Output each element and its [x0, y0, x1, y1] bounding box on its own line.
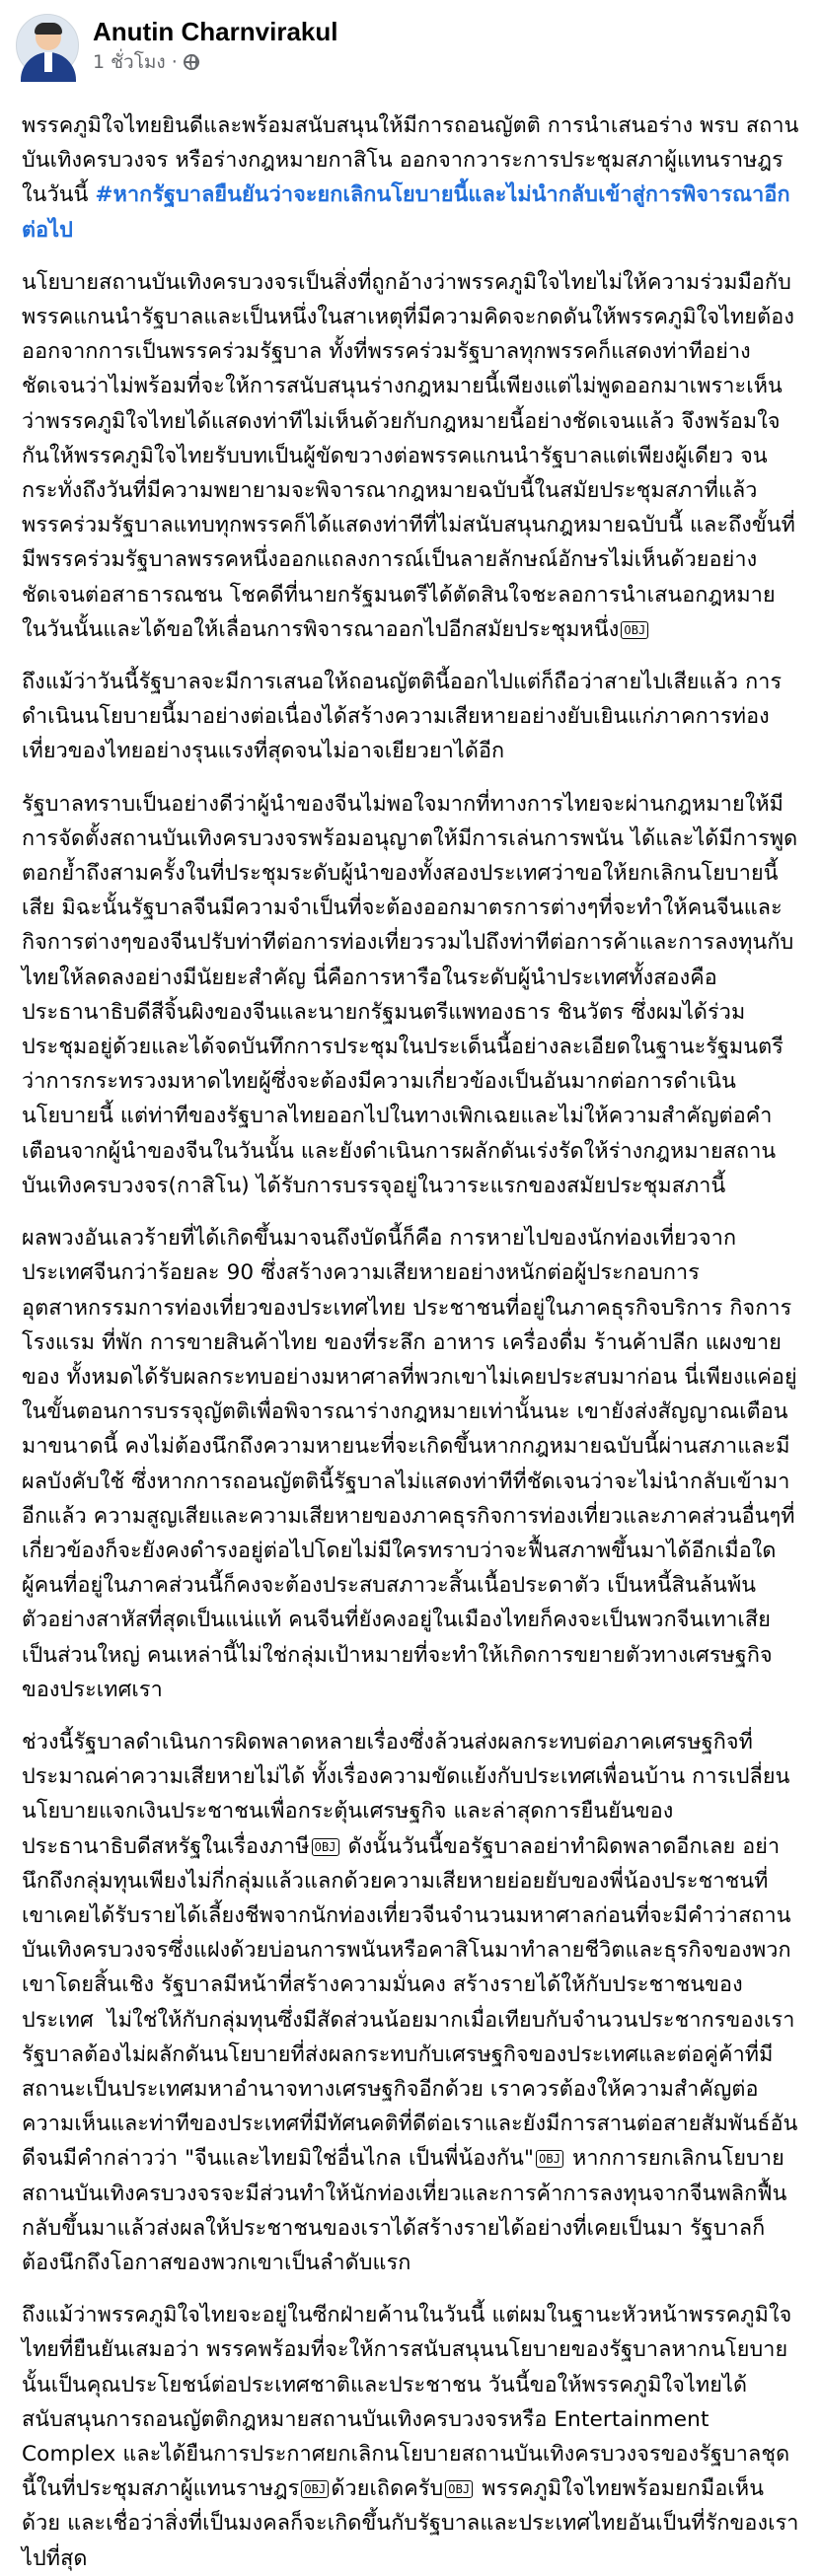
paragraph-text: ถึงแม้ว่าพรรคภูมิใจไทยจะอยู่ในซีกฝ่ายค้านในวันนี้ แต่ผมในฐานะหัวหน้าพรรคภูมิใจไทยที่ยืนยันเสมอว่า พรรคพร้อมที่จะให้การสนับสนุนนโยบายของรัฐบาลหากนโยบายนั้นเป็นคุณประโยชน์ต่อประเทศชาติและประชาชน วันนี้ขอให้พรรคภูมิใจไทยได้สนับสนุนการถอนญัตติกฎหมายสถานบันเทิงครบวงจรหรือ Entertainment Complex และได้ยืนการประกาศยกเลิกนโยบายสถานบันเทิงครบวงจรของรัฐบาลชุดนี้ในที่ประชุมสภาผู้แทนราษฎร — [22, 2303, 792, 2502]
post-time[interactable]: 1 ชั่วโมง — [93, 51, 166, 73]
avatar[interactable] — [16, 14, 79, 77]
avatar-hair — [35, 23, 62, 35]
obj-replacement-icon: OBJ — [445, 2480, 473, 2498]
paragraph-text: นโยบายสถานบันเทิงครบวงจรเป็นสิ่งที่ถูกอ้างว่าพรรคภูมิใจไทยไม่ให้ความร่วมมือกับพรรคแกนนำรัฐบาลและเป็นหนึ่งในสาเหตุที่มีความคิดจะกดดันให้พรรคภูมิใจไทยต้องออกจากการเป็นพรรคร่วมรัฐบาล ทั้งที่พรรคร่วมรัฐบาลทุกพรรคก็แสดงท่าทีอย่างชัดเจนว่าไม่พร้อมที่จะให้การสนับสนุนร่างกฎหมายนี้เพียงแต่ไม่พูดออกมาเพราะเห็นว่าพรรคภูมิใจไทยได้แสดงท่าทีไม่เห็นด้วยกับกฎหมายนี้อย่างชัดเจนแล้ว จึงพร้อมใจกันให้พรรคภูมิใจไทยรับบทเป็นผู้ขัดขวางต่อพรรคแกนนำรัฐบาลแต่เพียงผู้เดียว จนกระทั่งถึงวันที่มีความพยายามจะพิจารณากฎหมายฉบับนี้ในสมัยประชุมสภาที่แล้ว พรรคร่วมรัฐบาลแทบทุกพรรคก็ได้แสดงท่าทีที่ไม่สนับสนุนกฎหมายฉบับนี้ และถึงขั้นที่มีพรรคร่วมรัฐบาลพรรคหนึ่งออกแถลงการณ์เป็นลายลักษณ์อักษรไม่เห็นด้วยอย่างชัดเจนต่อสาธารณชน โชคดีที่นายกรัฐมนตรีได้ตัดสินใจชะลอการนำเสนอกฎหมายในวันนั้นและได้ขอให้เลื่อนการพิจารณาออกไปอีกสมัยประชุมหนึ่ง — [22, 269, 795, 642]
paragraph-text: ถึงแม้ว่าวันนี้รัฐบาลจะมีการเสนอให้ถอนญัตตินี้ออกไปแต่ก็ถือว่าสายไปเสียแล้ว การดำเนินนโยบายนี้มาอย่างต่อเนื่องได้สร้างความเสียหายอย่างยับเยินแก่ภาคการท่องเที่ยวของไทยอย่างรุนแรงที่สุดจนไม่อาจเยียวยาได้อีก — [22, 670, 783, 764]
paragraph-7 — [22, 2298, 799, 2576]
paragraph-text-cont-2: หากการยกเลิกนโยบายสถานบันเทิงครบวงจรจะมีส่วนทำให้นักท่องเที่ยวและการค้าการลงทุนจากจีนพลิกฟื้นกลับขึ้นมาแล้วส่งผลให้ประชาชนของเราได้สร้างรายได้อย่างที่เคยเป็นมา รัฐบาลก็ต้องนึกถึงโอกาสของพวกเขาเป็นลำดับแรก — [22, 2146, 787, 2275]
paragraph-text: รัฐบาลทราบเป็นอย่างดีว่าผู้นำของจีนไม่พอใจมากที่ทางการไทยจะผ่านกฎหมายให้มีการจัดตั้งสถานบันเทิงครบวงจรพร้อมอนุญาตให้มีการเล่นการพนัน ได้และได้มีการพูดตอกย้ำถึงสามครั้งในที่ประชุมระดับผู้นำของทั้งสองประเทศว่าขอให้ยกเลิกนโยบายนี้เสีย มิฉะนั้นรัฐบาลจีนมีความจำเป็นที่จะต้องออกมาตรการต่างๆที่จะทำให้คนจีนและกิจการต่างๆของจีนปรับท่าทีต่อการท่องเที่ยวรวมไปถึงท่าทีต่อการค้าและการลงทุนกับไทยให้ลดลงอย่างมีนัยยะสำคัญ นี่คือการหารือในระดับผู้นำประเทศทั้งสองคือ ประธานาธิบดีสีจิ้นผิงของจีนและนายกรัฐมนตรีแพทองธาร ชินวัตร ซึ่งผมได้ร่วมประชุมอยู่ด้วยและได้จดบันทึกการประชุมในประเด็นนี้อย่างละเอียดในฐานะรัฐมนตรีว่าการกระทรวงมหาดไทยผู้ซึ่งจะต้องมีความเกี่ยวข้องเป็นอันมากต่อการดำเนินนโยบายนี้ แต่ท่าทีของรัฐบาลไทยออกไปในทางเพิกเฉยและไม่ให้ความสำคัญต่อคำเตือนจากผู้นำของจีนในวันนั้น และยังดำเนินการผลักดันเร่งรัดให้ร่างกฎหมายสถานบันเทิงครบวงจร(กาสิโน) ได้รับการบรรจุอยู่ในวาระแรกของสมัยประชุมสภานี้ — [22, 791, 798, 1198]
paragraph-1 — [22, 108, 799, 248]
paragraph-4 — [22, 787, 799, 1203]
obj-replacement-icon: OBJ — [301, 2480, 329, 2498]
paragraph-2 — [22, 265, 799, 647]
hashtag-link[interactable]: #หากรัฐบาลยืนยันว่าจะยกเลิกนโยบายนี้และไม่นำกลับเข้าสู่การพิจารณาอีกต่อไป — [22, 182, 790, 243]
avatar-shirt — [44, 52, 52, 72]
paragraph-text: ผลพวงอันเลวร้ายที่ได้เกิดขึ้นมาจนถึงบัดนี้ก็คือ การหายไปของนักท่องเที่ยวจากประเทศจีนกว่าร้อยละ 90 ซึ่งสร้างความเสียหายอย่างหนักต่อผู้ประกอบการอุตสาหกรรมการท่องเที่ยวของประเทศไทย ประชาชนที่อยู่ในภาคธุรกิจบริการ กิจการโรงแรม ที่พัก การขายสินค้าไทย ของที่ระลึก อาหาร เครื่องดื่ม ร้านค้าปลีก แผงขายของ ทั้งหมดได้รับผลกระทบอย่างมหาศาลที่พวกเขาไม่เคยประสบมาก่อน นี่เพียงแค่อยู่ในขั้นตอนการบรรจุญัตติเพื่อพิจารณาร่างกฎหมายเท่านั้นนะ เขายังส่งสัญญาณเตือนมาขนาดนี้ คงไม่ต้องนึกถึงความหายนะที่จะเกิดขึ้นหากกฎหมายฉบับนี้ผ่านสภาและมีผลบังคับใช้ ซึ่งหากการถอนญัตตินี้รัฐบาลไม่แสดงท่าทีที่ชัดเจนว่าจะไม่นำกลับเข้ามาอีกแล้ว ความสูญเสียและความเสียหายของภาคธุรกิจการท่องเที่ยวและภาคส่วนอื่นๆที่เกี่ยวข้องก็จะยังคงดำรงอยู่ต่อไปโดยไม่มีใครทราบว่าจะฟื้นสภาพขึ้นมาได้อีกเมื่อใด ผู้คนที่อยู่ในภาคส่วนนี้ก็คงจะต้องประสบสภาวะสิ้นเนื้อประดาตัว เป็นหนี้สินล้นพ้นตัวอย่างสาหัสที่สุดเป็นแน่แท้ คนจีนที่ยังคงอยู่ในเมืองไทยก็คงจะเป็นพวกจีนเทาเสียเป็นส่วนใหญ่ คนเหล่านี้ไม่ใช่กลุ่มเป้าหมายที่จะทำให้เกิดการขยายตัวทางเศรษฐกิจของประเทศเรา — [22, 1226, 797, 1702]
globe-icon[interactable] — [184, 54, 199, 70]
paragraph-text: ช่วงนี้รัฐบาลดำเนินการผิดพลาดหลายเรื่องซึ่งล้วนส่งผลกระทบต่อภาคเศรษฐกิจที่ประมาณค่าความเสียหายไม่ได้ ทั้งเรื่องความขัดแย้งกับประเทศเพื่อนบ้าน การเปลี่ยนนโยบายแจกเงินประชาชนเพื่อกระตุ้นเศรษฐกิจ และล่าสุดการยืนยันของประธานาธิบดีสหรัฐในเรื่องภาษี — [22, 1729, 790, 1859]
post-body — [0, 81, 821, 2576]
paragraph-6 — [22, 1725, 802, 2280]
post-header — [0, 0, 821, 81]
post-subline — [93, 49, 337, 75]
paragraph-text-cont: ดังนั้นวันนี้ขอรัฐบาลอย่าทำผิดพลาดอีกเลย อย่านึกถึงกลุ่มทุนเพียงไม่กี่กลุ่มแล้วแลกด้วยความเสียหายย่อยยับของพี่น้องประชาชนที่เขาเคยได้รับรายได้เลี้ยงชีพจากนักท่องเที่ยวจีนจำนวนมหาศาลก่อนที่จะมีคำว่าสถานบันเทิงครบวงจรซึ่งแฝงด้วยบ่อนการพนันหรือคาสิโนมาทำลายชีวิตและธุรกิจของพวกเขาโดยสิ้นเชิง รัฐบาลมีหน้าที่สร้างความมั่นคง สร้างรายได้ให้กับประชาชนของประเทศ ไม่ใช่ให้กับกลุ่มทุนซึ่งมีสัดส่วนน้อยมากเมื่อเทียบกับจำนวนประชากรของเรา รัฐบาลต้องไม่ผลักดันนโยบายที่ส่งผลกระทบกับเศรษฐกิจของประเทศและต่อคู่ค้าที่มีสถานะเป็นประเทศมหาอำนาจทางเศรษฐกิจอีกด้วย เราควรต้องให้ความสำคัญต่อความเห็นและท่าทีของประเทศที่มีทัศนคติที่ดีต่อเราและยังมีการสานต่อสายสัมพันธ์อันดีจนมีคำกล่าวว่า "จีนและไทยมิใช่อื่นไกล เป็นพี่น้องกัน" — [22, 1833, 802, 2172]
paragraph-5 — [22, 1221, 799, 1707]
obj-replacement-icon: OBJ — [621, 621, 648, 639]
obj-replacement-icon: OBJ — [312, 1838, 339, 1856]
paragraph-text-cont-2: พรรคภูมิใจไทยพร้อมยกมือเห็นด้วย และเชื่อว่าสิ่งที่เป็นมงคลก็จะเกิดขึ้นกับรัฐบาลและประเทศไทยอันเป็นที่รักของเราไปที่สุด — [22, 2476, 799, 2571]
separator-dot: · — [171, 51, 178, 73]
author-name[interactable]: Anutin Charnvirakul — [93, 17, 338, 46]
obj-replacement-icon: OBJ — [536, 2150, 563, 2168]
paragraph-text: พรรคภูมิใจไทยยินดีและพร้อมสนับสนุนให้มีการถอนญัตติ การนำเสนอร่าง พรบ สถานบันเทิงครบวงจร หรือร่างกฎหมายกาสิโน ออกจากวาระการประชุมสภาผู้แทนราษฎรในวันนี้ — [22, 113, 799, 208]
paragraph-text-cont: ด้วยเถิดครับ — [331, 2476, 444, 2502]
paragraph-3 — [22, 665, 799, 769]
post-meta — [93, 16, 337, 75]
